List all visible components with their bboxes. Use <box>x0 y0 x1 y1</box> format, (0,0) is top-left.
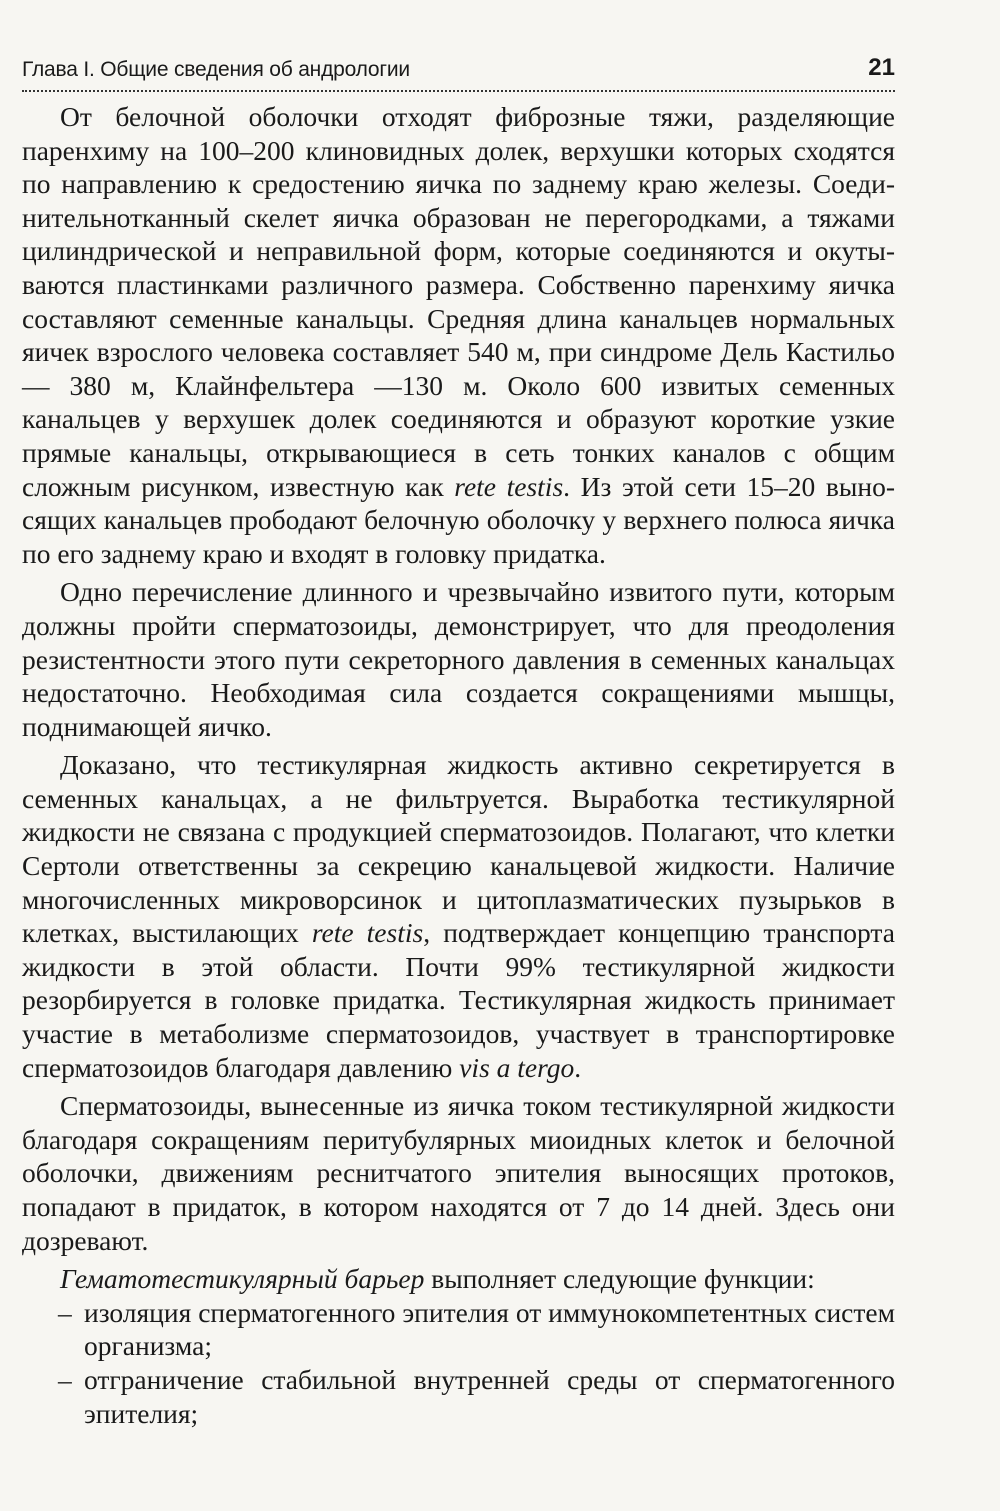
header-dotted-rule <box>22 90 895 92</box>
paragraph-3-text-c: . <box>574 1051 582 1083</box>
paragraph-1-latin-term: rete testis <box>454 470 564 502</box>
list-item: – отграничение стабильной внутренней среды от сперматогенного эпителия; <box>22 1363 895 1430</box>
paragraph-3-latin-term-1: rete testis <box>311 917 424 949</box>
paragraph-1-text-a: От белочной оболочки отходят фиброзные тяжи, разделяющие паренхиму на 100–200 клиновидных долек, верхушки которых сходятся по направлению к средостению яичка по заднему краю железы. Соединительнотканный скелет яичка образован не перегородками, а тяжами цилиндрической и неправильной форм, которые соединяются и окутываются пластинками различного размера. Собственно паренхиму яичка составляют семенные канальцы. Средняя длина канальцев нормальных яичек взрослого человека составляет 540 м, при синдроме Дель Кастильо — 380 м, Клайнфельтера —130 м. Около 600 извитых семенных канальцев у верхушек долек соединяются и образуют короткие узкие прямые канальцы, открывающиеся в сеть тонких каналов с общим сложным рисунком, известную как <box>22 101 895 502</box>
paragraph-2: Одно перечисление длинного и чрезвычайно извитого пути, которым должны пройти сперматозоиды, демонстрирует, что для преодоления резистентности этого пути секреторного давления в семенных канальцах недостаточно. Необходимая сила создается сокращениями мышцы, поднимающей яичко. <box>22 576 895 742</box>
paragraph-3 <box>22 748 895 1084</box>
paragraph-1-text-b: . Из этой сети 15–20 выносящих канальцев прободают белочную оболочку у верхнего полюса яичка по его заднему краю и входят в головку придатка. <box>22 470 896 569</box>
page-number: 21 <box>868 54 895 81</box>
chapter-title: Глава I. Общие сведения об андрологии <box>22 58 410 81</box>
paragraph-5 <box>22 1262 895 1296</box>
paragraph-3-text-b: , подтверждает концепцию транспорта жидкости в этой области. Почти 99% тестикулярной жидкости резорбируется в головке придатка. Тестикулярная жидкость принимает участие в метаболизме сперматозоидов, участвует в транспортировке сперматозоидов благодаря давлению <box>22 917 895 1083</box>
list-item: – изоляция сперматогенного эпителия от иммунокомпетентных систем организма; <box>22 1296 895 1363</box>
paragraph-3-text-a: Доказано, что тестикулярная жидкость активно секретируется в семенных канальцах, а не фильтруется. Выработка тестикулярной жидкости не связана с продукцией сперматозоидов. Полагают, что клетки Сертоли ответственны за секрецию канальцевой жидкости. Наличие многочисленных микроворсинок и цитоплазматических пузырьков в клетках, выстилающих <box>22 749 895 949</box>
running-header <box>22 42 895 90</box>
paragraph-3-latin-term-2: vis a tergo <box>459 1051 575 1083</box>
paragraph-4: Сперматозоиды, вынесенные из яичка током тестикулярной жидкости благодаря сокращениям перитубулярных миоидных клеток и белочной оболочки, движениям реснитчатого эпителия выносящих протоков, попадают в придаток, в котором находятся от 7 до 14 дней. Здесь они дозревают. <box>22 1090 895 1256</box>
body-text <box>22 100 895 1430</box>
paragraph-5-text: выполняет следующие функции: <box>424 1263 815 1295</box>
paragraph-1 <box>22 100 895 570</box>
paragraph-5-term: Гематотестикулярный барьер <box>60 1263 425 1295</box>
function-list <box>22 1296 895 1430</box>
